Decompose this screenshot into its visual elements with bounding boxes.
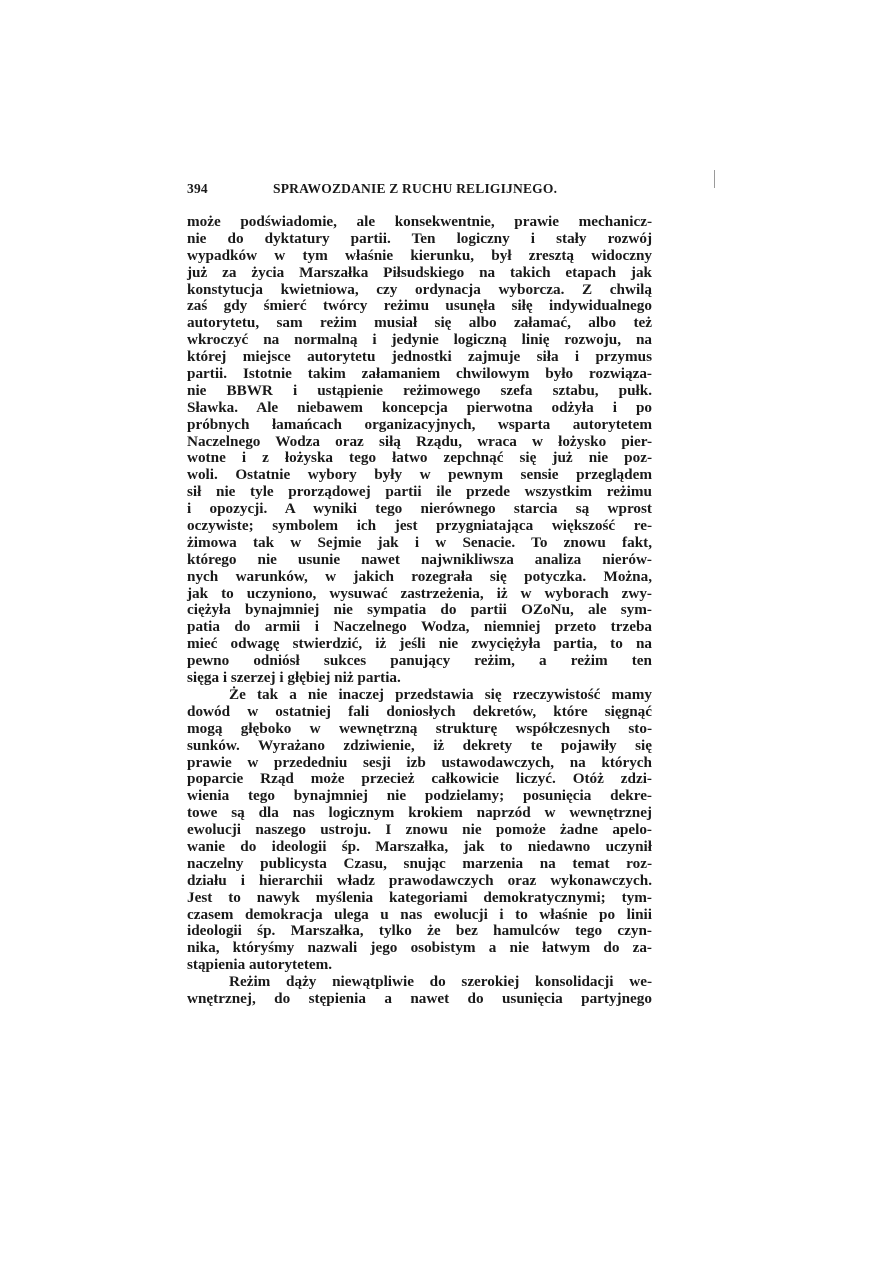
text-line: zaś gdy śmierć twórcy reżimu usunęła siłę indywidualnego [187,297,652,315]
text-line: wanie do ideologii śp. Marszałka, jak to niedawno uczynił [187,837,652,855]
text-line: wienia tego bynajmniej nie podzielamy; posunięcia dekre- [187,787,652,805]
text-line: dowód w ostatniej fali doniosłych dekretów, które sięgnąć [187,702,652,720]
text-line: Jest to nawyk myślenia kategoriami demokratycznymi; tym- [187,888,652,906]
text-line: której miejsce autorytetu jednostki zajmuje siła i przymus [187,348,652,366]
text-line: wypadków w tym właśnie kierunku, był zresztą widoczny [187,246,652,264]
text-line: wotne i z łożyska tego łatwo zepchnąć się już nie poz- [187,449,652,467]
page-number: 394 [187,181,208,196]
text-line: żimowa tak w Sejmie jak i w Senacie. To znowu fakt, [187,533,652,551]
body-text [187,214,652,1008]
text-line: czasem demokracja ulega u nas ewolucji i to właśnie po linii [187,905,652,923]
text-line: sił nie tyle prorządowej partii ile przede wszystkim reżimu [187,483,652,501]
text-line: stąpienia autorytetem. [187,956,333,974]
text-line: woli. Ostatnie wybory były w pewnym sensie przeglądem [187,466,652,484]
text-line: ideologii śp. Marszałka, tylko że bez hamulców tego czyn- [187,922,652,940]
text-line: i opozycji. A wyniki tego nierównego starcia są wprost [187,500,652,518]
scan-edge-mark [714,170,715,188]
text-line: nie do dyktatury partii. Ten logiczny i stały rozwój [187,229,652,247]
text-line: nika, któryśmy nazwali jego osobistym a nie łatwym do za- [187,939,652,957]
text-line: którego nie usunie nawet najwnikliwsza analiza nierów- [187,550,652,568]
text-line: jak to uczyniono, wysuwać zastrzeżenia, iż w wyborach zwy- [187,584,652,602]
text-line: poparcie Rząd może przecież całkowicie liczyć. Otóż zdzi- [187,770,652,788]
text-line: prawie w przededniu sesji izb ustawodawczych, na których [187,753,652,771]
text-line: Sławka. Ale niebawem koncepcja pierwotna odżyła i po [187,398,652,416]
paragraph-1 [187,214,652,687]
text-line: konstytucja kwietniowa, czy ordynacja wyborcza. Z chwilą [187,280,652,298]
page-header [187,181,657,199]
text-line: działu i hierarchii władz prawodawczych oraz wykonawczych. [187,871,652,889]
running-head: SPRAWOZDANIE Z RUCHU RELIGIJNEGO. [273,181,558,196]
text-line: autorytetu, sam reżim musiał się albo załamać, albo też [187,314,652,332]
text-line: już za życia Marszałka Piłsudskiego na takich etapach jak [187,263,652,281]
text-line: ciężyła bynajmniej nie sympatia do partii OZoNu, ale sym- [187,601,652,619]
text-line: nych warunków, w jakich rozegrała się potyczka. Można, [187,567,652,585]
text-line: wnętrznej, do stępienia a nawet do usunięcia partyjnego [187,989,652,1007]
text-line: ewolucji naszego ustroju. I znowu nie pomoże żadne apelo- [187,821,652,839]
text-line: pewno odniósł sukces panujący reżim, a reżim ten [187,652,652,670]
paragraph-3 [187,974,652,1008]
text-line: patia do armii i Naczelnego Wodza, niemniej przeto trzeba [187,618,652,636]
text-line: towe są dla nas logicznym krokiem naprzód w wewnętrznej [187,804,652,822]
text-line: partii. Istotnie takim załamaniem chwilowym było rozwiąza- [187,365,652,383]
text-line: Że tak a nie inaczej przedstawia się rzeczywistość mamy [229,685,652,703]
text-line: oczywiste; symbolem ich jest przygniatająca większość re- [187,517,652,535]
text-line: naczelny publicysta Czasu, snując marzenia na temat roz- [187,854,652,872]
text-line: Reżim dąży niewątpliwie do szerokiej konsolidacji we- [229,973,652,991]
text-line: może podświadomie, ale konsekwentnie, prawie mechanicz- [187,213,652,230]
text-line: sięga i szerzej i głębiej niż partia. [187,669,401,687]
text-line: sunków. Wyrażano zdziwienie, iż dekrety te pojawiły się [187,736,652,754]
paragraph-2 [187,687,652,974]
text-line: mogą głęboko w wewnętrzną strukturę współczesnych sto- [187,719,652,737]
text-line: nie BBWR i ustąpienie reżimowego szefa sztabu, pułk. [187,381,652,399]
text-line: wkroczyć na normalną i jedynie logiczną linię rozwoju, na [187,331,652,349]
text-line: Naczelnego Wodza oraz siłą Rządu, wraca w łożysko pier- [187,432,652,450]
text-line: mieć odwagę stwierdzić, iż jeśli nie zwyciężyła partia, to na [187,635,652,653]
text-line: próbnych łamańcach organizacyjnych, wsparta autorytetem [187,415,652,433]
